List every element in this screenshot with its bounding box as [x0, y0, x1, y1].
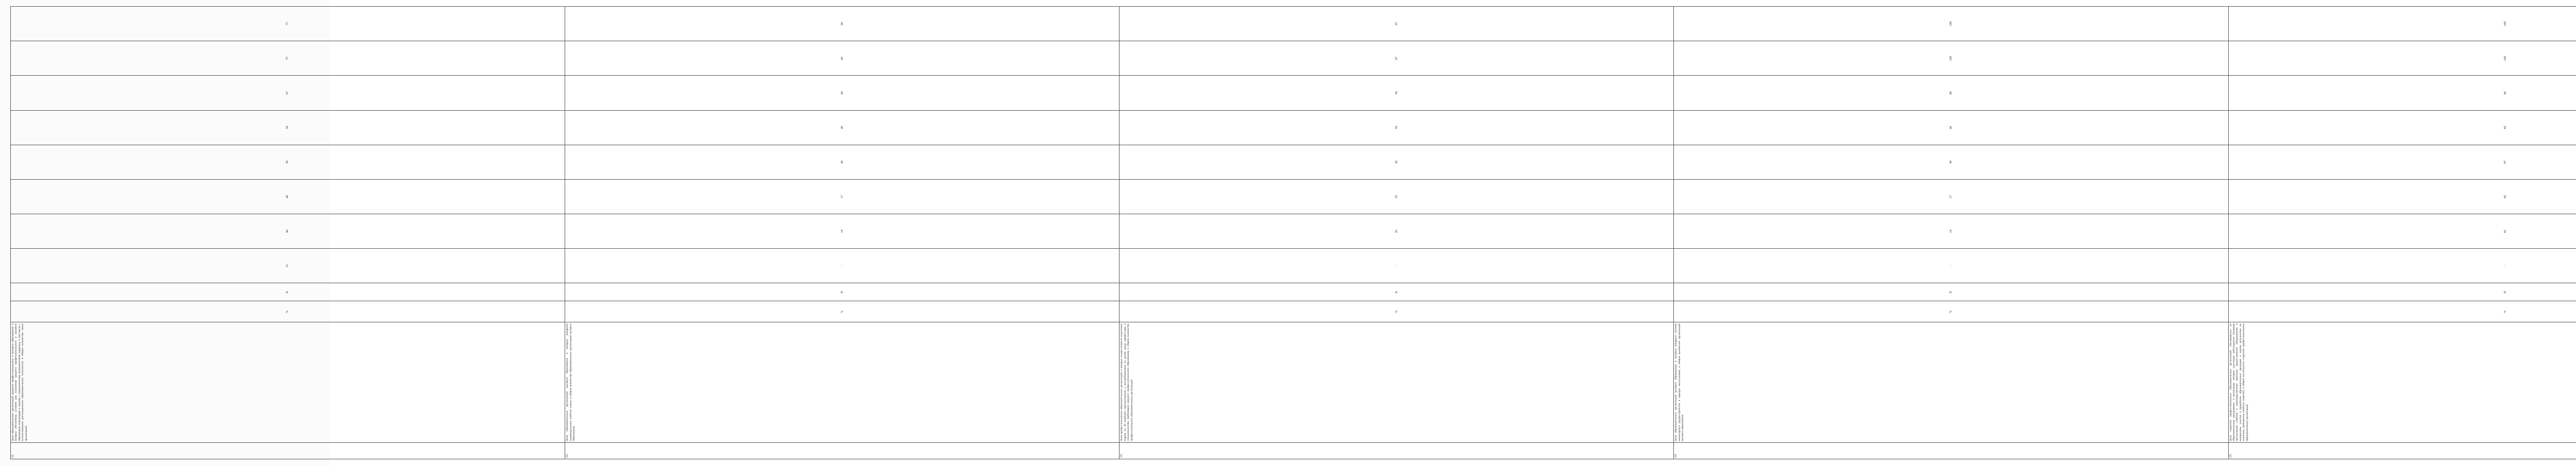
value-cell: 67 — [1120, 41, 1674, 76]
value-cell: 60 — [565, 7, 1120, 41]
indicator-name: Доля образовательных организаций высшего образования, в которых внедрена система мониторинга трудоустройства и карьеры выпускников, в общем количестве организаций высшего образования — [1674, 322, 2228, 443]
value-cell: 42 — [1120, 145, 1674, 179]
value-cell: - — [1120, 249, 1674, 283]
value-cell: 58 — [11, 145, 565, 179]
row-index: 13. — [1120, 442, 1674, 459]
periodicity-cell: П — [11, 283, 565, 301]
value-cell: 80 — [1674, 76, 2228, 110]
value-cell: 67 — [11, 76, 565, 110]
value-cell: 17 — [565, 179, 1120, 214]
value-cell: 25 — [1120, 179, 1674, 214]
indicators-table — [10, 6, 2576, 459]
value-cell: 40 — [565, 145, 1120, 179]
value-cell: 81 — [2228, 214, 2576, 249]
unit-cell: % — [11, 301, 565, 322]
value-cell: 87 — [2228, 145, 2576, 179]
value-cell: 50 — [1120, 110, 1674, 145]
table-row — [11, 7, 565, 459]
indicator-name: Доля профессиональных образовательных организаций, в которых осуществляется подготовка кадров по 50 наиболее перспективным и востребованным на рынке труда профессиям и специальностям, требующим среднего профессионального образования, в общем количестве профессиональных образовательных организаций — [1120, 322, 1674, 443]
value-cell: 60 — [565, 41, 1120, 76]
unit-cell: % — [565, 301, 1120, 322]
table-row — [565, 7, 1120, 459]
value-cell: 25 — [1120, 214, 1674, 249]
value-cell: 14 — [1674, 214, 2228, 249]
row-index: 15. — [2228, 442, 2576, 459]
value-cell: 31 — [11, 249, 565, 283]
value-cell: 100 — [2228, 41, 2576, 76]
table-row — [2228, 7, 2576, 459]
value-cell: 17 — [1674, 179, 2228, 214]
value-cell: 60 — [1674, 110, 2228, 145]
periodicity-cell: П — [565, 283, 1120, 301]
value-cell: - — [565, 249, 1120, 283]
row-index: 14. — [1674, 442, 2228, 459]
value-cell: 92 — [2228, 110, 2576, 145]
value-cell: 67 — [1120, 7, 1674, 41]
periodicity-cell: П — [1674, 283, 2228, 301]
row-index: 12. — [565, 442, 1120, 459]
periodicity-cell: П — [2228, 283, 2576, 301]
indicator-name: Доля образовательных организаций высшего образования, в которых внедрены индивидуальные учебные планы, в общем количестве образовательных организаций высшего образования — [565, 322, 1120, 443]
value-cell: 14 — [565, 214, 1120, 249]
value-cell: 58 — [11, 110, 565, 145]
value-cell: 96 — [2228, 76, 2576, 110]
value-cell: 100 — [1674, 41, 2228, 76]
value-cell: 46 — [11, 179, 565, 214]
unit-cell: % — [1674, 301, 2228, 322]
unit-cell: % — [1120, 301, 1674, 322]
indicator-name: Доля образовательных организаций среднего профессионального и высшего образования, в которых обеспечены условия для получения среднего профессионального и высшего образования инвалидами и лицами с ограниченными возможностями здоровья, в том числе с использованием дистанционных образовательных технологий, в общем количестве таких организаций — [11, 322, 565, 443]
table-body-top — [11, 7, 2576, 459]
value-cell: 40 — [1674, 145, 2228, 179]
value-cell: 40 — [565, 110, 1120, 145]
value-cell: 82 — [2228, 179, 2576, 214]
value-cell: - — [1674, 249, 2228, 283]
value-cell: 60 — [565, 76, 1120, 110]
indicator-name: Доля студентов профессиональных образовательных организаций, обучающихся по образовательным программам, в реализации которых участвуют работодатели (включая организацию учебной и производственной практики, предоставление оборудования и материалов, участие в разработке образовательных программ и оценке результатов их освоения, проведении учебных занятий), в общей численности студентов профессиональных образовательных организаций — [2228, 322, 2576, 443]
value-cell: 58 — [1120, 76, 1674, 110]
row-index: 11. — [11, 442, 565, 459]
table-row — [1120, 7, 1674, 459]
value-cell: 100 — [2228, 7, 2576, 41]
value-cell: 100 — [1674, 7, 2228, 41]
value-cell: 46 — [11, 214, 565, 249]
rotated-table-wrapper — [10, 6, 2507, 459]
table-row — [1674, 7, 2228, 459]
value-cell: 75 — [11, 7, 565, 41]
value-cell: - — [2228, 249, 2576, 283]
value-cell: 75 — [11, 41, 565, 76]
unit-cell: % — [2228, 301, 2576, 322]
periodicity-cell: П — [1120, 283, 1674, 301]
